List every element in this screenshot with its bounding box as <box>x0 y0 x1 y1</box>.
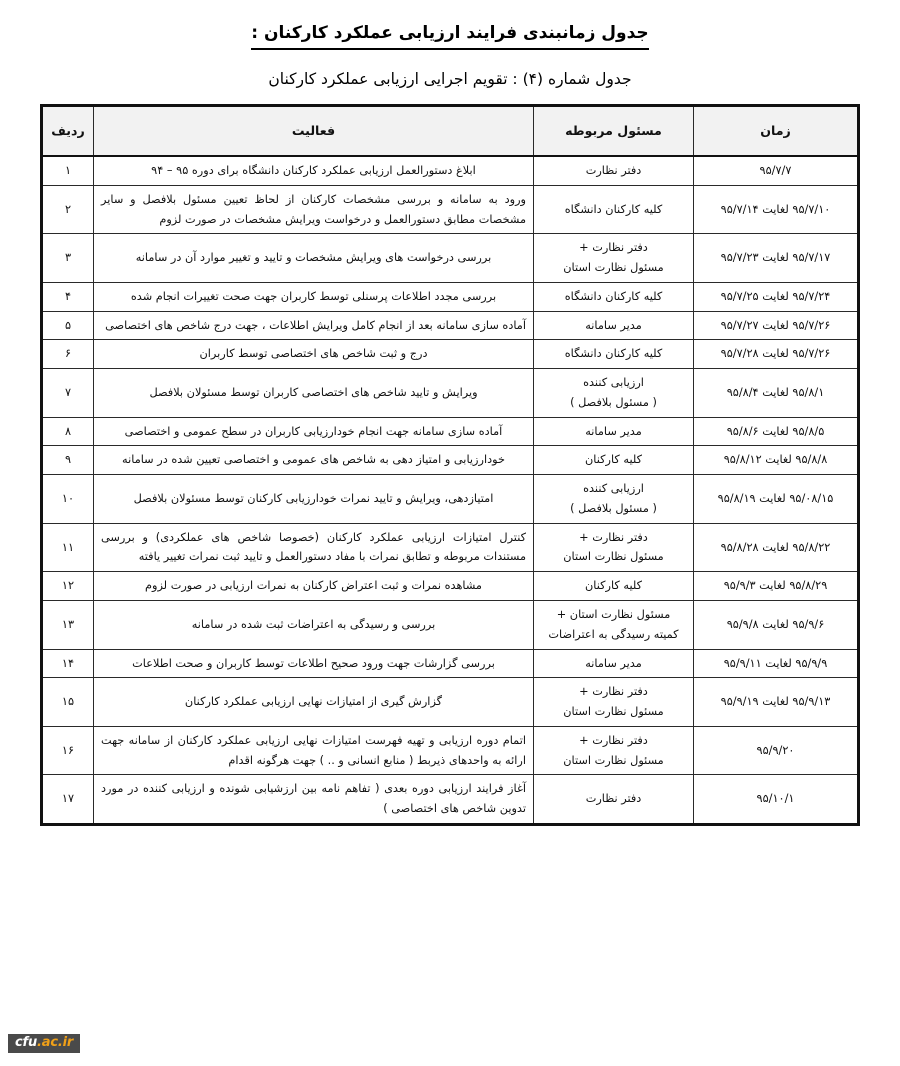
cell-activity: ورود به سامانه و بررسی مشخصات کارکنان از لحاظ تعیین مسئول بلافصل و سایر مشخصات مطابق دستورالعمل و درخواست ویرایش مشخصات در صورت لزوم <box>94 185 534 234</box>
cell-time: ۹۵/۹/۲۰ <box>694 726 859 775</box>
cell-row-number: ۱۱ <box>42 523 94 572</box>
cell-responsible <box>534 185 694 234</box>
cell-responsible <box>534 369 694 418</box>
cell-activity: امتیازدهی، ویرایش و تایید نمرات خودارزیابی کارکنان توسط مسئولان بلافصل <box>94 475 534 524</box>
responsible-line-2: مسئول نظارت استان <box>563 261 664 275</box>
table-row <box>42 282 859 311</box>
table-header-row <box>42 106 859 157</box>
cell-activity: درج و ثبت شاخص های اختصاصی توسط کاربران <box>94 340 534 369</box>
cell-row-number: ۵ <box>42 311 94 340</box>
table-row <box>42 340 859 369</box>
cell-responsible <box>534 523 694 572</box>
table-row <box>42 475 859 524</box>
cell-row-number: ۱۶ <box>42 726 94 775</box>
cell-responsible <box>534 234 694 283</box>
table-row <box>42 601 859 650</box>
cell-responsible <box>534 601 694 650</box>
cell-responsible <box>534 726 694 775</box>
site-watermark <box>8 1034 80 1053</box>
responsible-line-2: ( مسئول بلافصل ) <box>570 395 657 409</box>
column-header-row-no: ردیف <box>42 106 94 157</box>
cell-row-number: ۱۴ <box>42 649 94 678</box>
table-row <box>42 234 859 283</box>
cell-row-number: ۱۵ <box>42 678 94 727</box>
cell-time: ۹۵/۰۸/۱۵ لغایت ۹۵/۸/۱۹ <box>694 475 859 524</box>
responsible-line-2: کمیته رسیدگی به اعتراضات <box>548 627 679 641</box>
table-row <box>42 369 859 418</box>
cell-responsible <box>534 156 694 185</box>
table-row <box>42 572 859 601</box>
cell-row-number: ۱۲ <box>42 572 94 601</box>
table-row <box>42 523 859 572</box>
cell-row-number: ۹ <box>42 446 94 475</box>
table-row <box>42 156 859 185</box>
responsible-line-1: دفتر نظارت + <box>579 685 648 699</box>
watermark-primary-text: cfu <box>15 1035 38 1050</box>
table-body <box>42 156 859 824</box>
cell-row-number: ۶ <box>42 340 94 369</box>
title-block <box>0 0 900 91</box>
cell-row-number: ۳ <box>42 234 94 283</box>
table-row <box>42 649 859 678</box>
cell-activity: کنترل امتیازات ارزیابی عملکرد کارکنان (خصوصا شاخص های عملکردی) و بررسی مستندات مربوطه و تطابق نمرات با مفاد دستورالعمل و تایید ثبت نمرات تغییر یافته <box>94 523 534 572</box>
cell-activity: آماده سازی سامانه جهت انجام خودارزیابی کاربران در سطح عمومی و اختصاصی <box>94 417 534 446</box>
table-row <box>42 446 859 475</box>
cell-activity: مشاهده نمرات و ثبت اعتراض کارکنان به نمرات ارزیابی در صورت لزوم <box>94 572 534 601</box>
responsible-line-1: مدیر سامانه <box>585 318 642 332</box>
cell-activity: آغاز فرایند ارزیابی دوره بعدی ( تفاهم نامه بین ارزشیابی شونده و ارزیابی کننده در مورد تدوین شاخص های اختصاصی ) <box>94 775 534 825</box>
responsible-line-1: دفتر نظارت + <box>579 733 648 747</box>
cell-responsible <box>534 475 694 524</box>
cell-time: ۹۵/۸/۲۲ لغایت ۹۵/۸/۲۸ <box>694 523 859 572</box>
cell-row-number: ۱۳ <box>42 601 94 650</box>
cell-time: ۹۵/۷/۱۷ لغایت ۹۵/۷/۲۳ <box>694 234 859 283</box>
responsible-line-1: مدیر سامانه <box>585 424 642 438</box>
table-row <box>42 417 859 446</box>
cell-row-number: ۷ <box>42 369 94 418</box>
responsible-line-1: دفتر نظارت + <box>579 530 648 544</box>
responsible-line-1: کلیه کارکنان دانشگاه <box>564 289 663 303</box>
column-header-responsible: مسئول مربوطه <box>534 106 694 157</box>
cell-responsible <box>534 446 694 475</box>
cell-time: ۹۵/۷/۲۶ لغایت ۹۵/۷/۲۷ <box>694 311 859 340</box>
cell-responsible <box>534 572 694 601</box>
cell-activity: گزارش گیری از امتیازات نهایی ارزیابی عملکرد کارکنان <box>94 678 534 727</box>
cell-row-number: ۱ <box>42 156 94 185</box>
responsible-line-1: کلیه کارکنان <box>585 453 642 467</box>
table-row <box>42 311 859 340</box>
cell-activity: ابلاغ دستورالعمل ارزیابی عملکرد کارکنان دانشگاه برای دوره ۹۵ – ۹۴ <box>94 156 534 185</box>
responsible-line-1: ارزیابی کننده <box>583 376 644 390</box>
cell-activity: آماده سازی سامانه بعد از انجام کامل ویرایش اطلاعات ، جهت درج شاخص های اختصاصی <box>94 311 534 340</box>
column-header-activity: فعالیت <box>94 106 534 157</box>
schedule-table <box>40 104 860 826</box>
table-row <box>42 678 859 727</box>
responsible-line-2: مسئول نظارت استان <box>563 705 664 719</box>
cell-time: ۹۵/۷/۱۰ لغایت ۹۵/۷/۱۴ <box>694 185 859 234</box>
cell-row-number: ۴ <box>42 282 94 311</box>
cell-activity: بررسی و رسیدگی به اعتراضات ثبت شده در سامانه <box>94 601 534 650</box>
schedule-table-container <box>40 104 860 826</box>
cell-responsible <box>534 649 694 678</box>
responsible-line-1: کلیه کارکنان دانشگاه <box>564 347 663 361</box>
cell-responsible <box>534 340 694 369</box>
cell-time: ۹۵/۹/۹ لغایت ۹۵/۹/۱۱ <box>694 649 859 678</box>
cell-responsible <box>534 311 694 340</box>
cell-row-number: ۲ <box>42 185 94 234</box>
page-title: جدول زمانبندی فرایند ارزیابی عملکرد کارکنان : <box>251 22 648 50</box>
responsible-line-1: دفتر نظارت <box>585 792 642 806</box>
cell-time: ۹۵/۷/۲۴ لغایت ۹۵/۷/۲۵ <box>694 282 859 311</box>
responsible-line-2: مسئول نظارت استان <box>563 753 664 767</box>
table-header <box>42 106 859 157</box>
cell-time: ۹۵/۸/۱ لغایت ۹۵/۸/۴ <box>694 369 859 418</box>
column-header-time: زمان <box>694 106 859 157</box>
page-subtitle: جدول شماره (۴) : تقویم اجرایی ارزیابی عملکرد کارکنان <box>268 69 632 88</box>
cell-row-number: ۱۷ <box>42 775 94 825</box>
responsible-line-1: دفتر نظارت <box>585 164 642 177</box>
cell-row-number: ۸ <box>42 417 94 446</box>
table-row <box>42 726 859 775</box>
cell-activity: بررسی درخواست های ویرایش مشخصات و تایید و تغییر موارد آن در سامانه <box>94 234 534 283</box>
cell-time: ۹۵/۸/۵ لغایت ۹۵/۸/۶ <box>694 417 859 446</box>
cell-activity: خودارزیابی و امتیاز دهی به شاخص های عمومی و اختصاصی تعیین شده در سامانه <box>94 446 534 475</box>
cell-time: ۹۵/۷/۷ <box>694 156 859 185</box>
cell-time: ۹۵/۸/۸ لغایت ۹۵/۸/۱۲ <box>694 446 859 475</box>
responsible-line-1: دفتر نظارت + <box>579 241 648 255</box>
cell-time: ۹۵/۸/۲۹ لغایت ۹۵/۹/۳ <box>694 572 859 601</box>
cell-responsible <box>534 282 694 311</box>
cell-time: ۹۵/۹/۶ لغایت ۹۵/۹/۸ <box>694 601 859 650</box>
cell-time: ۹۵/۷/۲۶ لغایت ۹۵/۷/۲۸ <box>694 340 859 369</box>
watermark-secondary-text: .ac.ir <box>37 1035 74 1050</box>
cell-activity: بررسی مجدد اطلاعات پرسنلی توسط کاربران جهت صحت تغییرات انجام شده <box>94 282 534 311</box>
responsible-line-1: ارزیابی کننده <box>583 482 644 496</box>
responsible-line-1: کلیه کارکنان <box>585 579 642 593</box>
cell-responsible <box>534 678 694 727</box>
cell-row-number: ۱۰ <box>42 475 94 524</box>
table-row <box>42 775 859 825</box>
cell-activity: ویرایش و تایید شاخص های اختصاصی کاربران توسط مسئولان بلافصل <box>94 369 534 418</box>
cell-activity: بررسی گزارشات جهت ورود صحیح اطلاعات توسط کاربران و صحت اطلاعات <box>94 649 534 678</box>
responsible-line-1: مدیر سامانه <box>585 656 642 670</box>
responsible-line-2: ( مسئول بلافصل ) <box>570 501 657 515</box>
cell-responsible <box>534 417 694 446</box>
cell-responsible <box>534 775 694 825</box>
responsible-line-1: مسئول نظارت استان + <box>556 608 671 622</box>
responsible-line-2: مسئول نظارت استان <box>563 550 664 564</box>
cell-time: ۹۵/۱۰/۱ <box>694 775 859 825</box>
table-row <box>42 185 859 234</box>
responsible-line-1: کلیه کارکنان دانشگاه <box>564 202 663 216</box>
cell-time: ۹۵/۹/۱۳ لغایت ۹۵/۹/۱۹ <box>694 678 859 727</box>
cell-activity: اتمام دوره ارزیابی و تهیه فهرست امتیازات نهایی ارزیابی عملکرد کارکنان از سامانه جهت ارائه به واحدهای ذیربط ( منابع انسانی و .. ) جهت هرگونه اقدام <box>94 726 534 775</box>
